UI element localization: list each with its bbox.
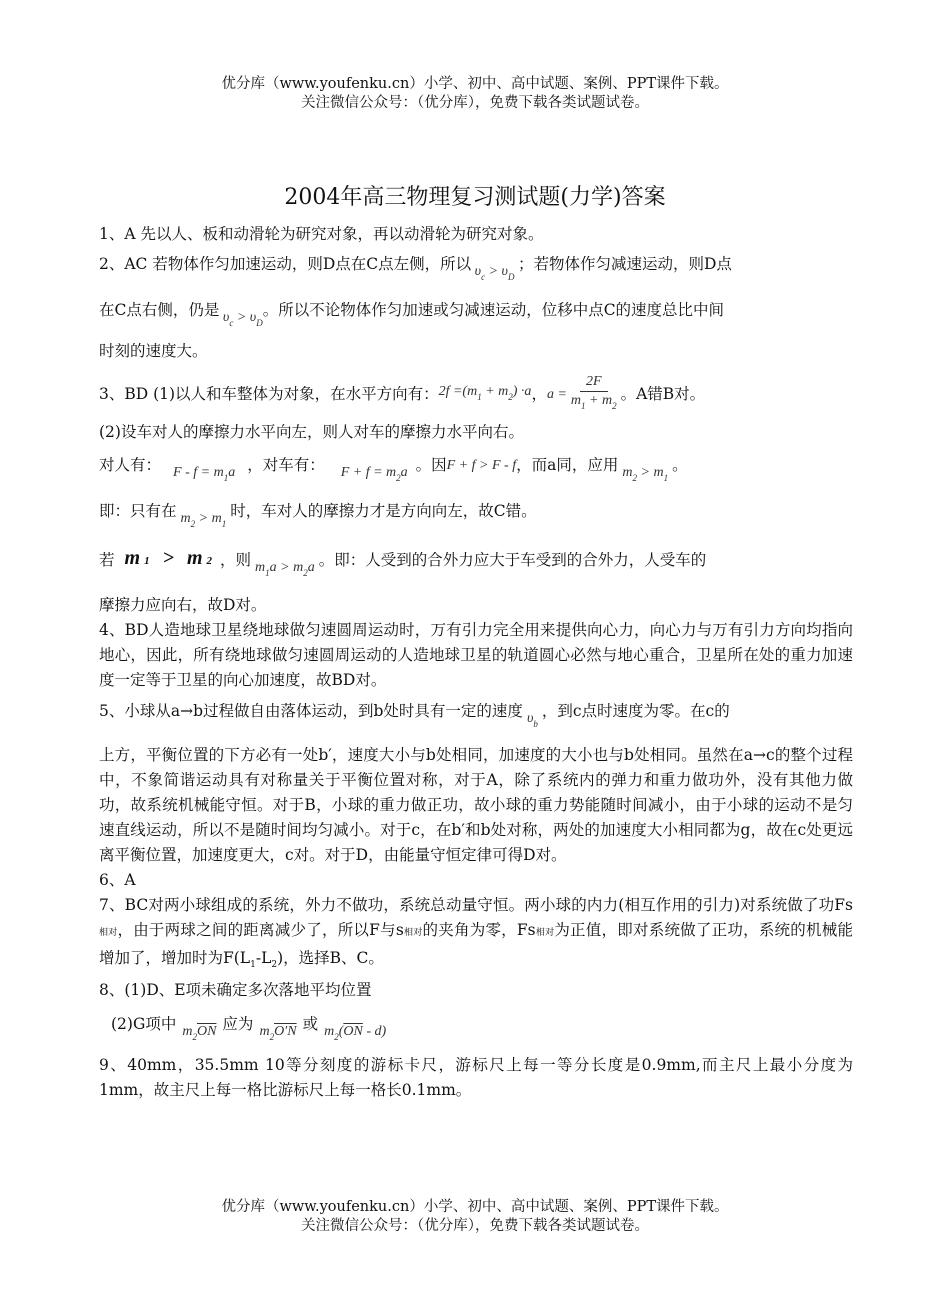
header-line-2: 关注微信公众号：（优分库），免费下载各类试题试卷。 bbox=[301, 95, 649, 111]
formula-vb: $\upsilon_b$ bbox=[526, 710, 538, 729]
answer-2-line-3: 时刻的速度大。 bbox=[99, 342, 208, 360]
answer-6: 6、A bbox=[99, 871, 136, 889]
formula-m2-gt-m1-2: $m_2 > m_1$ bbox=[180, 510, 227, 529]
answer-3-line-6: 摩擦力应向右，故D对。 bbox=[99, 596, 267, 614]
header-line-1: 优分库（www.youfenku.cn）小学、初中、高中试题、案例、PPT课件下载。 bbox=[221, 76, 729, 92]
answer-5-body: 上方，平衡位置的下方必有一处b′，速度大小与b处相同，加速度的大小也与b处相同。虽然在a→c的整个过程中，不象简谐运动具有对称量关于平衡位置对称，对于A，除了系统内的弹力和重力做功外，没有其他力做功，故系统机械能守恒。对于B，小球的重力做正功，故小球的重力势能随时间减小，由于小球的运动不是匀速直线运动，所以不是随时间均匀减小。对于c，在b′和b处对称，两处的加速度大小相同都为g，故在c处更远离平衡位置，加速度更大，c对。对于D，由能量守恒定律可得D对。 bbox=[99, 746, 853, 864]
answer-3-line-4: 即：只有在 $m_2 > m_1$ 时，车对人的摩擦力才是方向向左，故C错。 bbox=[99, 485, 853, 537]
answer-3-line-2: (2)设车对人的摩擦力水平向左，则人对车的摩擦力水平向右。 bbox=[99, 423, 524, 441]
formula-m2-o-prime-n: $m_2O'N$ bbox=[259, 1023, 297, 1042]
answer-9: 9、40mm，35.5mm 10等分刻度的游标卡尺，游标尺上每一等分长度是0.9mm,而主尺上最小分度为1mm，故主尺上每一格比游标尺上每一格长0.1mm。 bbox=[99, 1056, 853, 1100]
formula-a-eq: a = bbox=[546, 386, 567, 402]
formula-2f: $2f =(m_1 + m_2) \cdot a$ bbox=[438, 383, 532, 402]
answer-1: 1、A 先以人、板和动滑轮为研究对象，再以动滑轮为研究对象。 bbox=[99, 225, 544, 243]
answer-3-line-5: 若 m1 > m2 ，则 $m_1a > m_2a$ 。即：人受到的合外力应大于车受到的合外力，人受车的 bbox=[99, 537, 853, 583]
answer-4: 4、BD人造地球卫星绕地球做匀速圆周运动时，万有引力完全用来提供向心力，向心力与万有引力方向均指向地心，因此，所有绕地球做匀速圆周运动的人造地球卫星的轨道圆心必然与地心重合，卫星所在处的重力加速度一定等于卫星的向心加速度，故BD对。 bbox=[99, 621, 853, 689]
answer-3-line-3: 对人有： $F - f = m_1a$ ，对车有： $F + f = m_2a$ 。因 F + f > F - f ，而a同，应用 $m_2 > m_1$ 。 bbox=[99, 445, 853, 485]
formula-compare: F + f > F - f bbox=[446, 457, 517, 473]
answer-5-line-1: 5、小球从a→b过程做自由落体运动，到b处时具有一定的速度 $\upsilon_b$ ，到c点时速度为零。在c的 bbox=[99, 693, 853, 729]
formula-m2-gt-m1: $m_2 > m_1$ bbox=[622, 464, 669, 483]
answer-3-line-1: 3、BD (1)以人和车整体为对象，在水平方向有： $2f =(m_1 + m_2) \cdot a$ ， a = $\frac{2F}{m_1 + m_2}$ 。A错B对。 bbox=[99, 368, 853, 420]
formula-m1a-gt-m2a: $m_1a > m_2a$ bbox=[255, 559, 315, 578]
answer-2-line-2: 在C点右侧，仍是 $\upsilon_c > \upsilon_D$ 。所以不论物体作匀加速或匀减速运动，位移中点C的速度总比中间 bbox=[99, 281, 853, 339]
answer-8-line-2: (2)G项中 $m_2\overline{ON}$ 应为 $m_2O'N$ 或 $m_2(\overline{ON} - d)$ bbox=[99, 1003, 853, 1045]
page-header bbox=[0, 75, 950, 113]
formula-m1-gt-m2-large: m1 > m2 bbox=[124, 547, 217, 569]
formula-person: $F - f = m_1a$ bbox=[173, 464, 236, 483]
formula-m2-on: $m_2\overline{ON}$ bbox=[182, 1023, 217, 1042]
page-title: 2004年高三物理复习测试题(力学)答案 bbox=[284, 185, 666, 210]
answer-body bbox=[99, 222, 853, 1103]
page-footer bbox=[0, 1198, 950, 1236]
footer-line-2: 关注微信公众号：（优分库），免费下载各类试题试卷。 bbox=[301, 1218, 649, 1234]
answer-8-line-1: 8、(1)D、E项未确定多次落地平均位置 bbox=[99, 981, 372, 1000]
formula-fraction: $\frac{2F}{m_1 + m_2}$ bbox=[570, 374, 617, 411]
formula-vc-gt-vd-2: $\upsilon_c > \upsilon_D$ bbox=[219, 309, 263, 328]
answer-2-line-1: 2、AC 若物体作匀加速运动，则D点在C点左侧，所以 $\upsilon_c > \upsilon_D$ ；若物体作匀减速运动，则D点 bbox=[99, 247, 853, 281]
formula-m2-on-minus-d: $m_2(\overline{ON} - d)$ bbox=[324, 1023, 387, 1042]
formula-cart: $F + f = m_2a$ bbox=[340, 464, 408, 483]
answer-7: 7、BC对两小球组成的系统，外力不做功，系统总动量守恒。两小球的内力(相互作用的引力)对系统做了功Fs相对，由于两球之间的距离减少了，所以F与s相对的夹角为零，Fs相对为正值，即对系统做了正功，系统的机械能增加了，增加时为$F(L_1-L_2)$，选择B、C。 bbox=[99, 896, 853, 971]
formula-vc-gt-vd: $\upsilon_c > \upsilon_D$ bbox=[471, 263, 515, 282]
footer-line-1: 优分库（www.youfenku.cn）小学、初中、高中试题、案例、PPT课件下载。 bbox=[221, 1199, 729, 1215]
